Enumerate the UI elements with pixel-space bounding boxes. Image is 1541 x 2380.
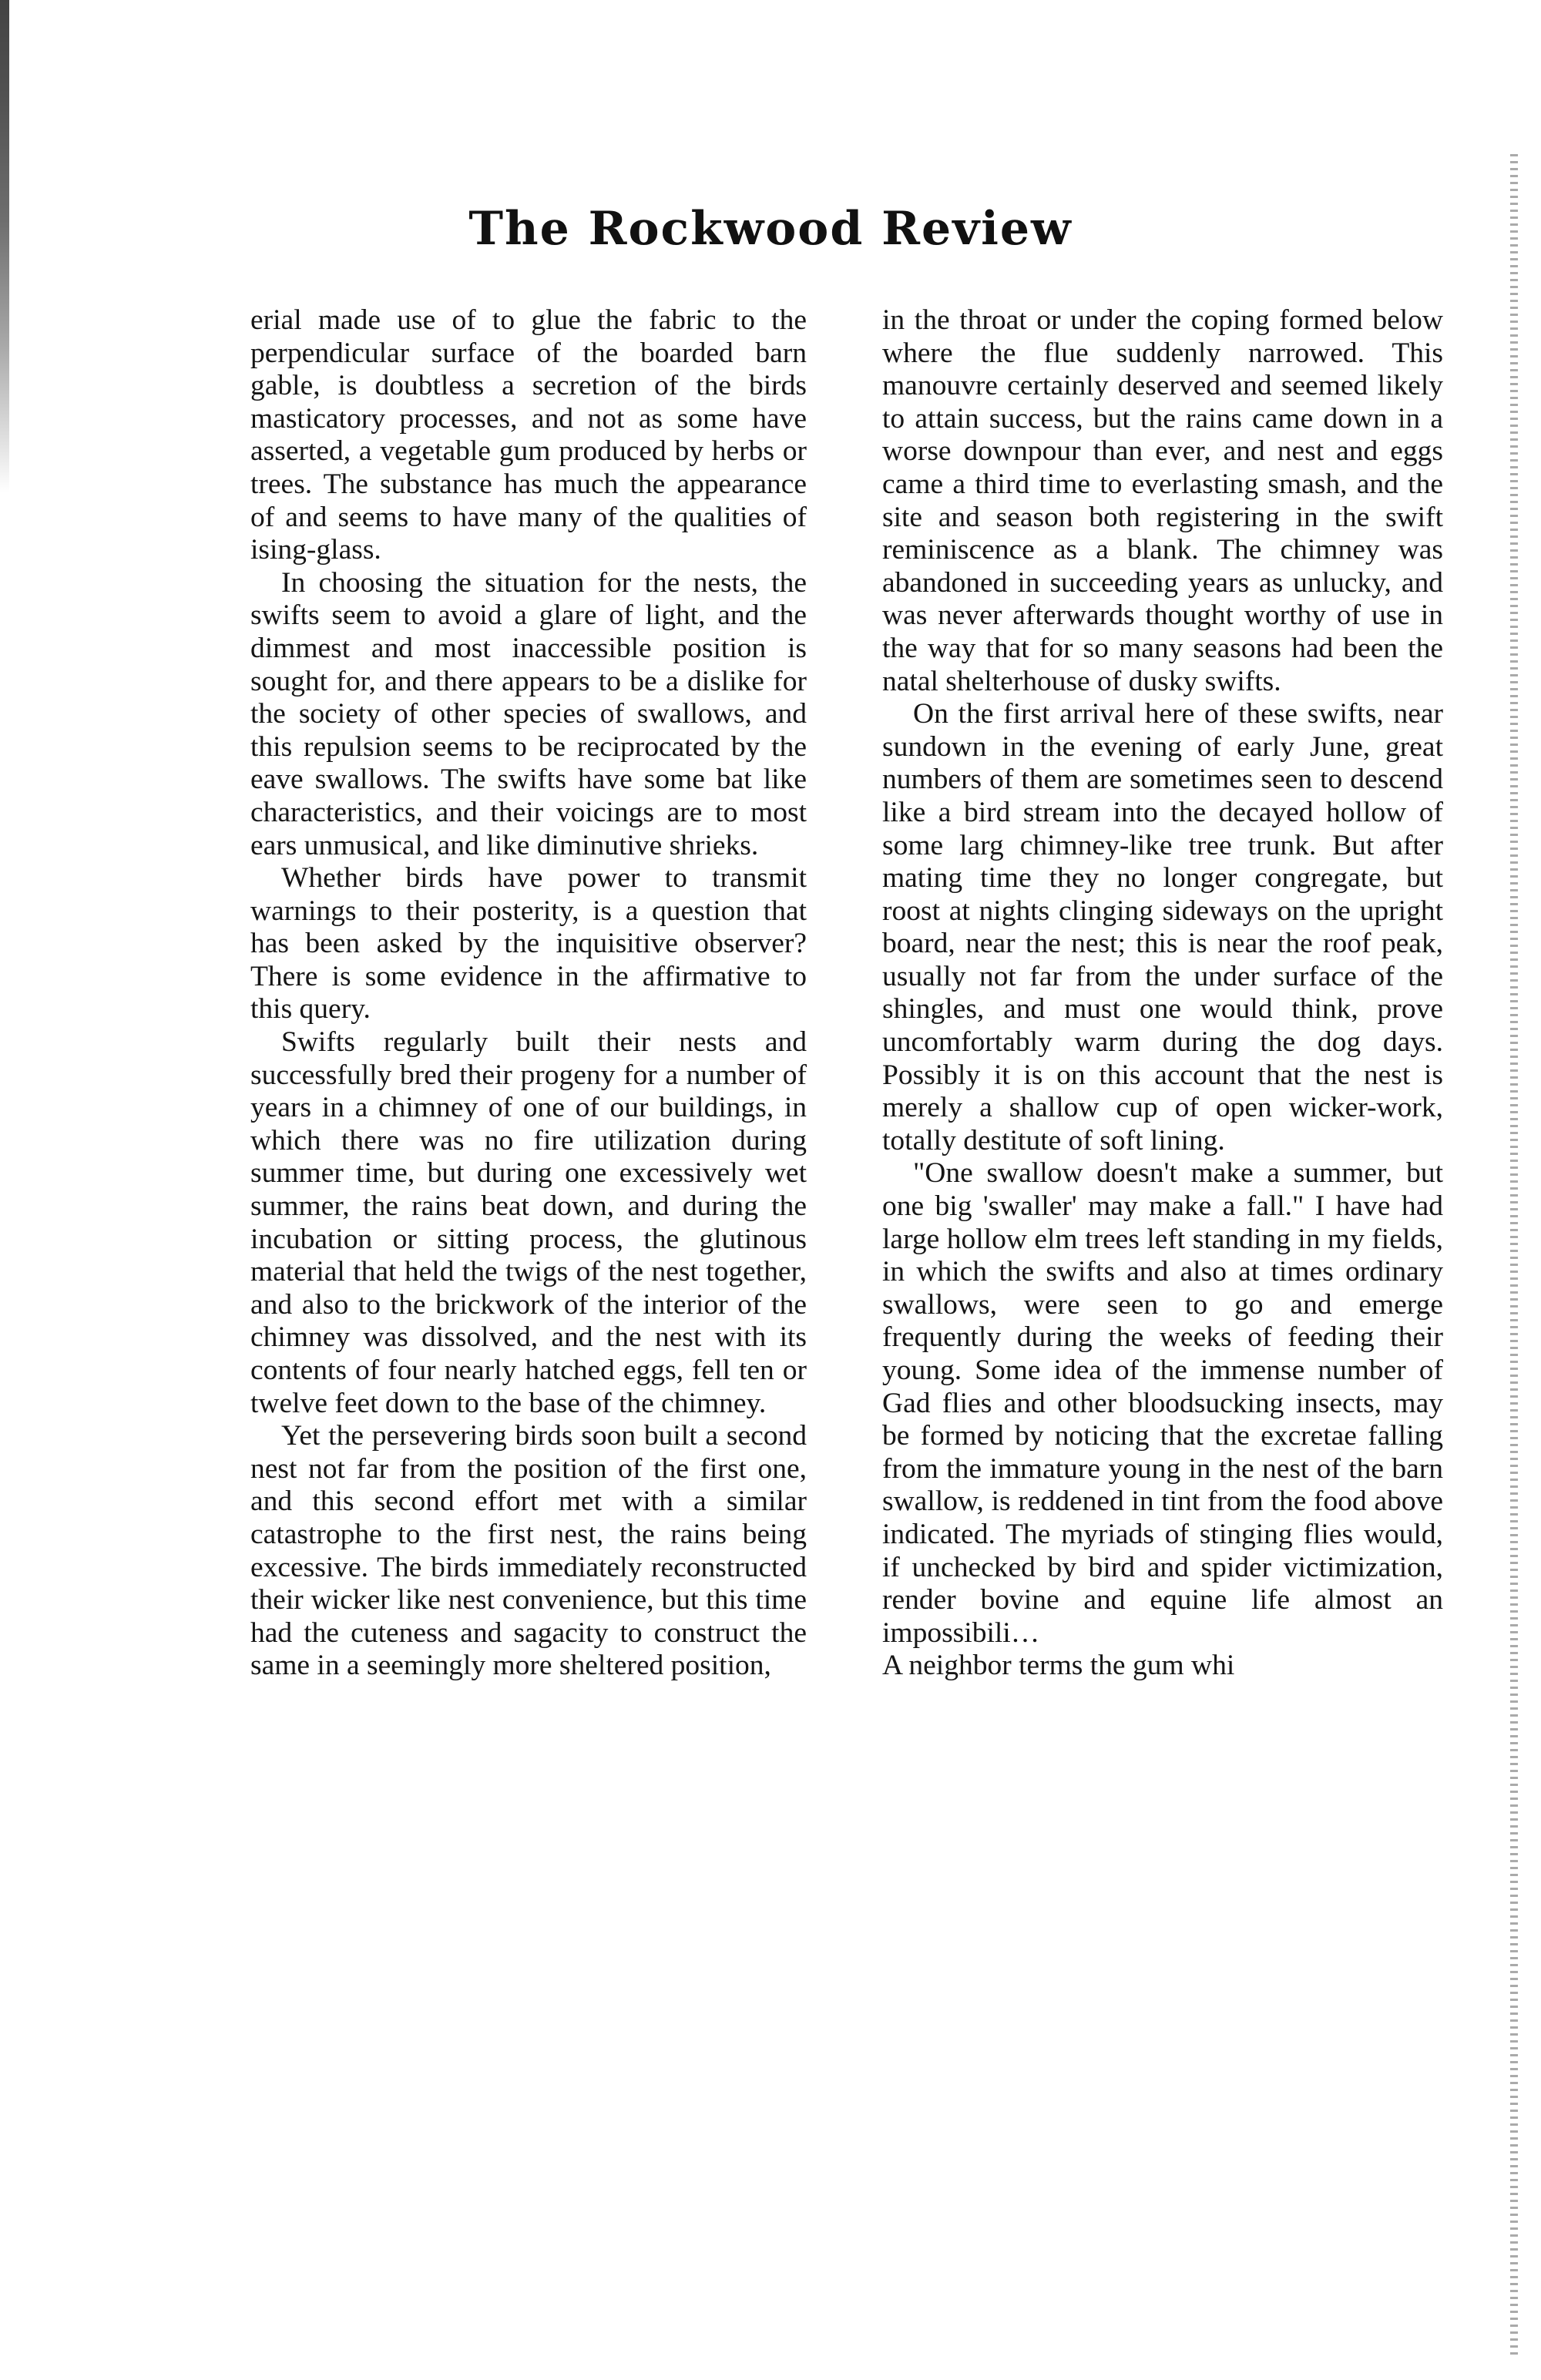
paragraph: On the first arrival here of these swifts, near sundown in the evening of early June, great numbers of them are sometimes seen to descend like a bird stream into the decayed hollow of some larg chimney-like tree trunk. But after mating time they no longer congregate, but roost at nights clinging sideways on the upright board, near the nest; this is near the roof peak, usually not far from the under surface of the shingles, and must one would think, prove uncomfortably warm during the dog days. Possibly it is on this account that the nest is merely a shallow cup of open wicker-work, totally destitute of soft lining. [882, 698, 1443, 1156]
paragraph: "One swallow doesn't make a summer, but one big 'swaller' may make a fall." I have had large hollow elm trees left standing in my fields, in which the swifts and also at times ordinary swallows, were seen to go and emerge frequently during the weeks of feeding their young. Some idea of the immense number of Gad flies and other bloodsucking insects, may be formed by noticing that the excretae falling from the immature young in the nest of the barn swallow, is reddened in tint from the food above indicated. The myriads of stinging flies would, if unchecked by bird and spider victimization, render bovine and equine life almost an impossibili… [882, 1157, 1443, 1649]
paragraph: A neighbor terms the gum whi [882, 1650, 1235, 1682]
paragraph: erial made use of to glue the fabric to the perpendicular surface of the boarded barn gable, is doubtless a secretion of the birds masticatory processes, and not as some have asserted, a vegetable gum produced by herbs or trees. The substance has much the appearance of and seems to have many of the qualities of ising-glass. [250, 304, 807, 566]
paragraph: Swifts regularly built their nests and successfully bred their progeny for a number of years in a chimney of one of our buildings, in which there was no fire utilization during summer time, but during one excessively wet summer, the rains beat down, and during the incubation or sitting process, the glutinous material that held the twigs of the nest together, and also to the brickwork of the interior of the chimney was dissolved, and the nest with its contents of four nearly hatched eggs, fell ten or twelve feet down to the base of the chimney. [250, 1026, 807, 1419]
paragraph: in the throat or under the coping formed below where the flue suddenly narrowed. This manouvre certainly deserved and seemed likely to attain success, but the rains came down in a worse downpour than ever, and nest and eggs came a third time to everlasting smash, and the site and season both registering in the swift reminiscence as a blank. The chimney was abandoned in succeeding years as unlucky, and was never afterwards thought worthy of use in the way that for so many seasons had been the natal shelterhouse of dusky swifts. [882, 304, 1443, 697]
scan-edge-right [1510, 154, 1518, 2358]
right-column [882, 304, 1443, 1683]
paragraph: Yet the persevering birds soon built a second nest not far from the position of the first one, and this second effort met with a similar catastrophe to the first nest, the rains being excessive. The birds immediately reconstructed their wicker like nest convenience, but this time had the cuteness and sagacity to construct the same in a seemingly more sheltered position, [250, 1420, 807, 1682]
paragraph: In choosing the situation for the nests, the swifts seem to avoid a glare of light, and the dimmest and most inaccessible position is sought for, and there appears to be a dislike for the society of other species of swallows, and this repulsion seems to be reciprocated by the eave swallows. The swifts have some bat like characteristics, and their voicings are to most ears unmusical, and like diminutive shrieks. [250, 566, 807, 861]
running-header: The Rockwood Review [468, 202, 1073, 256]
paragraph: Whether birds have power to transmit warnings to their posterity, is a question that has been asked by the inquisitive observer? There is some evidence in the affirmative to this query. [250, 862, 807, 1026]
left-column [250, 304, 807, 1683]
